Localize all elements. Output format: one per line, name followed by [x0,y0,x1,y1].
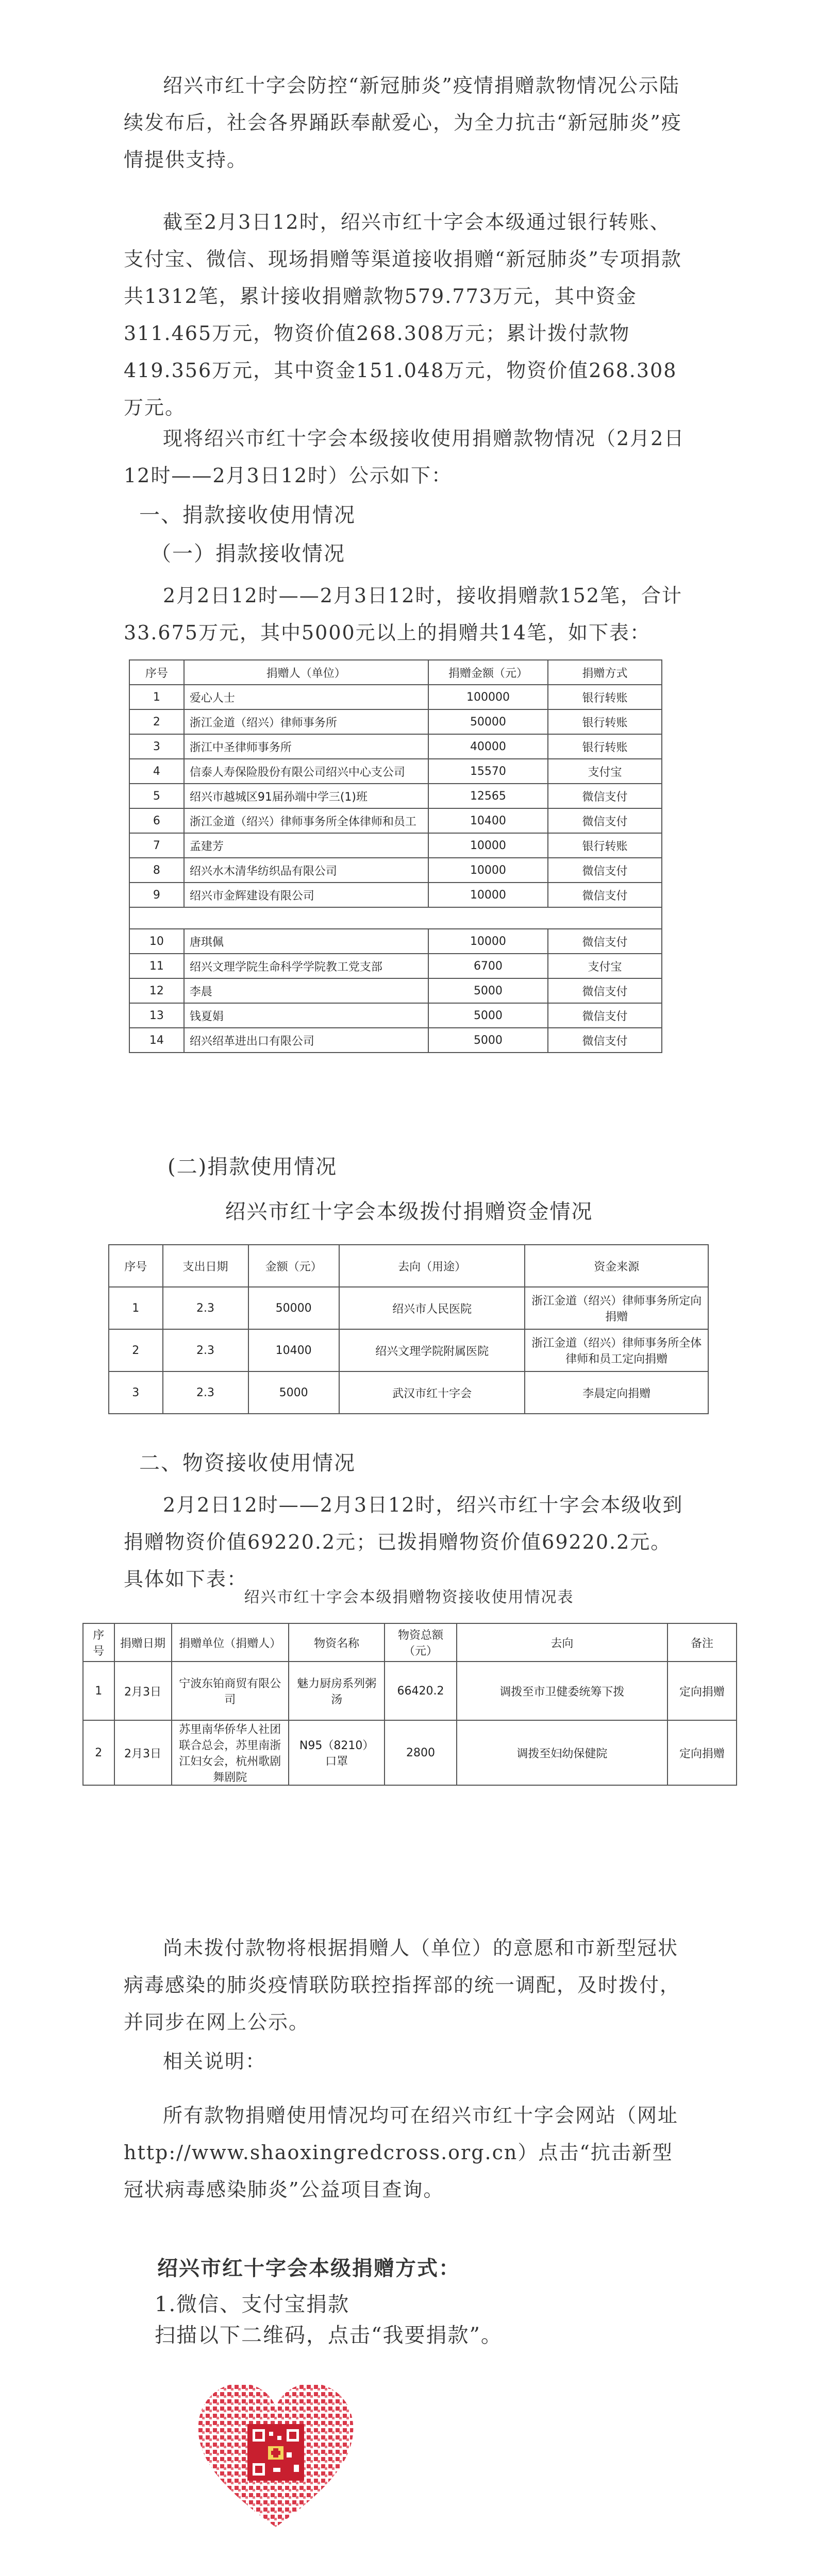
section1-sub1-text: 2月2日12时——2月3日12时，接收捐赠款152笔，合计33.675万元，其中5000元以上的捐赠共14笔，如下表： [124,584,682,644]
table-cell: 微信支付 [548,808,662,833]
section1-sub2: (二)捐款使用情况 [168,1155,338,1179]
table-row [109,1329,708,1371]
table-cell: 10000 [428,858,548,883]
table-cell: 浙江金道（绍兴）律师事务所 [184,709,428,734]
table-row [83,1662,737,1720]
table-cell: 绍兴市人民医院 [339,1287,525,1329]
table-row [129,954,662,978]
table-cell: 浙江金道（绍兴）律师事务所全体律师和员工 [184,808,428,833]
table-header-row [129,660,662,685]
notes-paragraph-3: 所有款物捐赠使用情况均可在绍兴市红十字会网站（网址http://www.shaoxingredcross.org.cn）点击“抗击新型冠状病毒感染肺炎”公益项目查询。 [124,2104,679,2201]
table-cell: 12 [129,978,184,1003]
table-cell: 绍兴市越城区91届孙端中学三(1)班 [184,784,428,808]
table-cell: 14 [129,1028,184,1053]
table-cell: 微信支付 [548,978,662,1003]
table-cell: 11 [129,954,184,978]
section1-sub1: （一）捐款接收情况 [151,542,345,566]
table-cell: 定向捐赠 [667,1720,737,1785]
intro-paragraph-2: 截至2月3日12时，绍兴市红十字会本级通过银行转账、支付宝、微信、现场捐赠等渠道接收捐赠“新冠肺炎”专项捐款共1312笔，累计接收捐赠款物579.773万元，其中资金311.465万元，物资价值268.308万元；累计拨付款物419.356万元，其中资金151.048万元，物资价值268.308万元。 [124,211,682,419]
table-cell: 1 [129,685,184,709]
table-cell: 银行转账 [548,709,662,734]
table-header: 捐赠方式 [548,660,662,685]
table-cell: 微信支付 [548,929,662,954]
table-row [129,883,662,907]
table-cell: 2.3 [163,1371,248,1414]
table-cell: 2800 [385,1720,457,1785]
donation-qr-code[interactable] [191,2370,361,2540]
table-row [129,709,662,734]
table-cell: 支付宝 [548,954,662,978]
table-row [129,734,662,759]
table-cell: 10400 [248,1329,339,1371]
table-cell: 信泰人寿保险股份有限公司绍兴中心支公司 [184,759,428,784]
heart-qr-icon [191,2370,361,2540]
table-row [129,929,662,954]
table-cell: 2 [83,1720,114,1785]
table-row [129,1003,662,1028]
table-cell: 100000 [428,685,548,709]
table-row [109,1371,708,1414]
table-cell: 5 [129,784,184,808]
table-cell: 绍兴绍革进出口有限公司 [184,1028,428,1053]
table-cell: 孟建芳 [184,833,428,858]
table-cell: 宁波东铂商贸有限公司 [172,1662,289,1720]
table-cell: 2.3 [163,1287,248,1329]
table-cell: 12565 [428,784,548,808]
table-cell: 调拨至妇幼保健院 [457,1720,667,1785]
table-header: 去向 [457,1623,667,1662]
table-row [129,808,662,833]
table-header-row [109,1245,708,1287]
table-header: 资金来源 [525,1245,708,1287]
table-gap-row [129,907,662,929]
table-cell: 绍兴市金辉建设有限公司 [184,883,428,907]
table-cell: 银行转账 [548,685,662,709]
table-cell: 5000 [428,978,548,1003]
table-cell: 微信支付 [548,784,662,808]
table-header: 捐赠人（单位） [184,660,428,685]
donate-title: 绍兴市红十字会本级捐赠方式： [157,2257,460,2280]
table-row [129,858,662,883]
table-row [129,759,662,784]
table-cell: 微信支付 [548,883,662,907]
table-cell: 支付宝 [548,759,662,784]
table-row [109,1287,708,1329]
table-cell: 10000 [428,883,548,907]
table-cell: 浙江金道（绍兴）律师事务所定向捐赠 [525,1287,708,1329]
table-header: 捐赠单位（捐赠人） [172,1623,289,1662]
table-cell: 13 [129,1003,184,1028]
table-header: 捐赠金额（元） [428,660,548,685]
table-header-row [83,1623,737,1662]
table-cell: 4 [129,759,184,784]
section2-heading: 二、物资接收使用情况 [139,1451,356,1475]
table-cell: 微信支付 [548,1003,662,1028]
table-cell: 10 [129,929,184,954]
intro-paragraph-1: 绍兴市红十字会防控“新冠肺炎”疫情捐赠款物情况公示陆续发布后，社会各界踊跃奉献爱心，为全力抗击“新冠肺炎”疫情提供支持。 [124,74,682,171]
fund-allocation-table [108,1244,709,1414]
donate-method-1: 1.微信、支付宝捐款 [155,2293,350,2316]
donate-method-1-text: 扫描以下二维码，点击“我要捐款”。 [155,2324,503,2347]
table-header: 序号 [129,660,184,685]
table-cell: 2.3 [163,1329,248,1371]
table-cell: 微信支付 [548,858,662,883]
table-row [129,1028,662,1053]
table-row [83,1720,737,1785]
table-cell: 40000 [428,734,548,759]
table-header: 物资总额（元） [385,1623,457,1662]
table-cell: 6 [129,808,184,833]
table-cell: 李晨定向捐赠 [525,1371,708,1414]
table-cell: N95（8210）口罩 [289,1720,385,1785]
table-cell: 5000 [428,1003,548,1028]
table-row [129,784,662,808]
table-cell: 1 [83,1662,114,1720]
table-cell: 调拨至市卫健委统筹下拨 [457,1662,667,1720]
table-cell: 10400 [428,808,548,833]
table-header: 金额（元） [248,1245,339,1287]
table-row [129,685,662,709]
table-cell: 5000 [428,1028,548,1053]
table-cell: 3 [109,1371,163,1414]
table-cell: 10000 [428,833,548,858]
material-table [82,1623,737,1786]
table-cell: 唐琪佩 [184,929,428,954]
table-header: 序号 [109,1245,163,1287]
table-cell: 2 [109,1329,163,1371]
table-row [129,833,662,858]
table-cell: 绍兴文理学院生命科学学院教工党支部 [184,954,428,978]
table-cell: 2月3日 [114,1662,172,1720]
intro-paragraph-3: 现将绍兴市红十字会本级接收使用捐赠款物情况（2月2日12时——2月3日12时）公示如下： [124,427,685,487]
table-cell: 6700 [428,954,548,978]
table-cell: 魅力厨房系列粥汤 [289,1662,385,1720]
table-cell: 绍兴文理学院附属医院 [339,1329,525,1371]
table-cell: 66420.2 [385,1662,457,1720]
table-cell: 爱心人士 [184,685,428,709]
table-cell: 1 [109,1287,163,1329]
table2-title: 绍兴市红十字会本级拨付捐赠资金情况 [225,1200,593,1224]
table-header: 物资名称 [289,1623,385,1662]
table3-title: 绍兴市红十字会本级捐赠物资接收使用情况表 [244,1588,574,1606]
table-cell: 7 [129,833,184,858]
table-cell: 2月3日 [114,1720,172,1785]
table-cell: 武汉市红十字会 [339,1371,525,1414]
table-header: 捐赠日期 [114,1623,172,1662]
table-row [129,978,662,1003]
table-cell: 绍兴水木清华纺织品有限公司 [184,858,428,883]
table-cell: 微信支付 [548,1028,662,1053]
table-cell: 9 [129,883,184,907]
table-cell: 8 [129,858,184,883]
donation-table [129,659,662,1053]
table-header: 备注 [667,1623,737,1662]
table-header: 支出日期 [163,1245,248,1287]
notes-paragraph-1: 尚未拨付款物将根据捐赠人（单位）的意愿和市新型冠状病毒感染的肺炎疫情联防联控指挥部的统一调配，及时拨付，并同步在网上公示。 [124,1937,681,2033]
table-cell: 李晨 [184,978,428,1003]
table-cell: 浙江中圣律师事务所 [184,734,428,759]
notes-paragraph-2: 相关说明： [163,2050,266,2073]
table-cell: 2 [129,709,184,734]
table-header: 去向（用途） [339,1245,525,1287]
table-cell: 15570 [428,759,548,784]
table-header: 序号 [83,1623,114,1662]
table-cell: 浙江金道（绍兴）律师事务所全体律师和员工定向捐赠 [525,1329,708,1371]
table-cell: 50000 [248,1287,339,1329]
section1-heading: 一、捐款接收使用情况 [139,503,356,527]
table-cell: 5000 [248,1371,339,1414]
section2-text: 2月2日12时——2月3日12时，绍兴市红十字会本级收到捐赠物资价值69220.2元；已拨捐赠物资价值69220.2元。具体如下表： [124,1494,683,1590]
table-cell: 10000 [428,929,548,954]
table-cell: 钱夏娟 [184,1003,428,1028]
table-cell: 3 [129,734,184,759]
table-cell: 银行转账 [548,734,662,759]
table-cell: 50000 [428,709,548,734]
table-cell: 苏里南华侨华人社团联合总会，苏里南浙江妇女会，杭州歌剧舞剧院 [172,1720,289,1785]
table-cell: 银行转账 [548,833,662,858]
table-cell: 定向捐赠 [667,1662,737,1720]
